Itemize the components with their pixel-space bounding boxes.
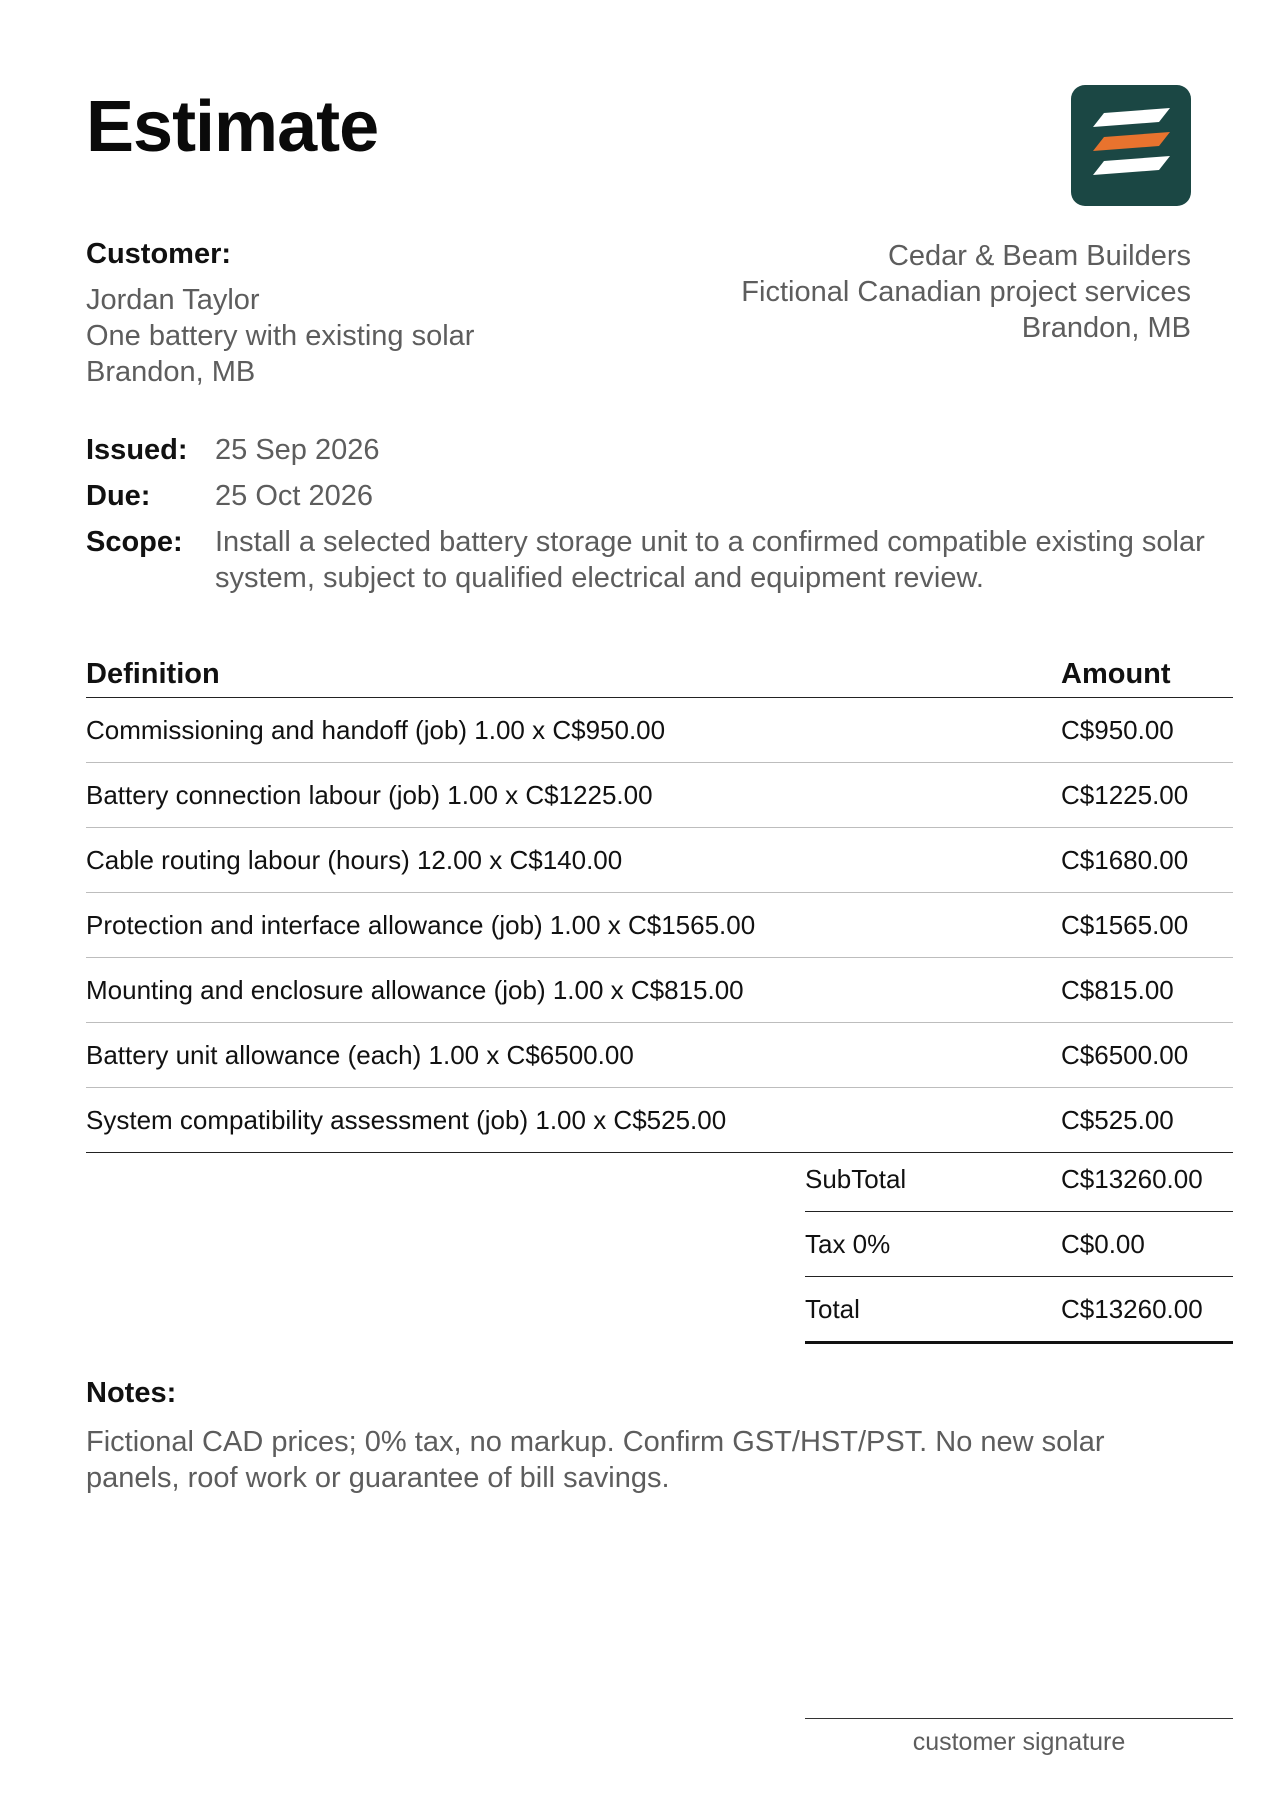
item-amount: C$1225.00 bbox=[1061, 779, 1189, 810]
subtotal-row bbox=[805, 1147, 1233, 1212]
customer-name: Jordan Taylor bbox=[86, 284, 260, 316]
signature-line bbox=[805, 1718, 1233, 1719]
line-items-table bbox=[86, 652, 1233, 1153]
subtotal-value: C$13260.00 bbox=[1061, 1163, 1203, 1194]
total-row bbox=[805, 1277, 1233, 1344]
due-row bbox=[86, 478, 1226, 514]
tax-label: Tax 0% bbox=[805, 1228, 891, 1259]
total-label: Total bbox=[805, 1293, 860, 1324]
item-amount: C$6500.00 bbox=[1061, 1039, 1189, 1070]
table-row bbox=[86, 958, 1233, 1023]
item-definition: Protection and interface allowance (job) 1.00 x C$1565.00 bbox=[86, 909, 756, 940]
issued-row bbox=[86, 432, 1226, 468]
business-name: Cedar & Beam Builders bbox=[887, 240, 1191, 272]
scope-row bbox=[86, 524, 1226, 596]
item-amount: C$950.00 bbox=[1061, 714, 1174, 745]
table-row bbox=[86, 1023, 1233, 1088]
notes-text: Fictional CAD prices; 0% tax, no markup. Confirm GST/HST/PST. No new solar panels, roof work or guarantee of bill savings. bbox=[86, 1426, 1105, 1494]
due-date: 25 Oct 2026 bbox=[215, 480, 373, 512]
table-row bbox=[86, 698, 1233, 763]
notes-label: Notes: bbox=[86, 1377, 177, 1409]
item-definition: Mounting and enclosure allowance (job) 1.00 x C$815.00 bbox=[86, 974, 744, 1005]
scope-label: Scope: bbox=[86, 526, 183, 558]
item-amount: C$815.00 bbox=[1061, 974, 1174, 1005]
table-row bbox=[86, 893, 1233, 958]
total-value: C$13260.00 bbox=[1061, 1293, 1203, 1324]
signature-label: customer signature bbox=[912, 1728, 1126, 1756]
customer-label: Customer: bbox=[86, 238, 232, 270]
customer-details bbox=[86, 282, 474, 390]
amount-column-header: Amount bbox=[1061, 658, 1171, 690]
due-label: Due: bbox=[86, 480, 151, 512]
table-row bbox=[86, 1088, 1233, 1153]
item-definition: Commissioning and handoff (job) 1.00 x C$950.00 bbox=[86, 714, 666, 745]
item-definition: Battery connection labour (job) 1.00 x C$1225.00 bbox=[86, 779, 653, 810]
subtotal-label: SubTotal bbox=[805, 1163, 907, 1194]
table-body bbox=[86, 698, 1233, 1153]
item-definition: Cable routing labour (hours) 12.00 x C$140.00 bbox=[86, 844, 623, 875]
estimate-meta bbox=[86, 432, 1226, 606]
business-details bbox=[741, 238, 1191, 346]
item-definition: System compatibility assessment (job) 1.00 x C$525.00 bbox=[86, 1104, 727, 1135]
issued-label: Issued: bbox=[86, 434, 188, 466]
item-definition: Battery unit allowance (each) 1.00 x C$6500.00 bbox=[86, 1039, 634, 1070]
item-amount: C$1680.00 bbox=[1061, 844, 1189, 875]
business-location: Brandon, MB bbox=[1021, 312, 1191, 344]
table-row bbox=[86, 763, 1233, 828]
stacked-layers-logo-icon bbox=[1071, 85, 1191, 206]
document-title: Estimate bbox=[86, 87, 379, 167]
definition-column-header: Definition bbox=[86, 658, 220, 690]
business-tagline: Fictional Canadian project services bbox=[741, 276, 1191, 308]
customer-project: One battery with existing solar bbox=[86, 320, 475, 352]
item-amount: C$1565.00 bbox=[1061, 909, 1189, 940]
issued-date: 25 Sep 2026 bbox=[215, 434, 380, 466]
customer-location: Brandon, MB bbox=[86, 356, 256, 388]
table-row bbox=[86, 828, 1233, 893]
tax-value: C$0.00 bbox=[1061, 1228, 1145, 1259]
item-amount: C$525.00 bbox=[1061, 1104, 1174, 1135]
tax-row bbox=[805, 1212, 1233, 1277]
scope-text: Install a selected battery storage unit to a confirmed compatible existing solar system, subject to qualified electrical and equipment review. bbox=[215, 526, 1205, 594]
table-header bbox=[86, 652, 1233, 698]
totals-block bbox=[805, 1147, 1233, 1344]
